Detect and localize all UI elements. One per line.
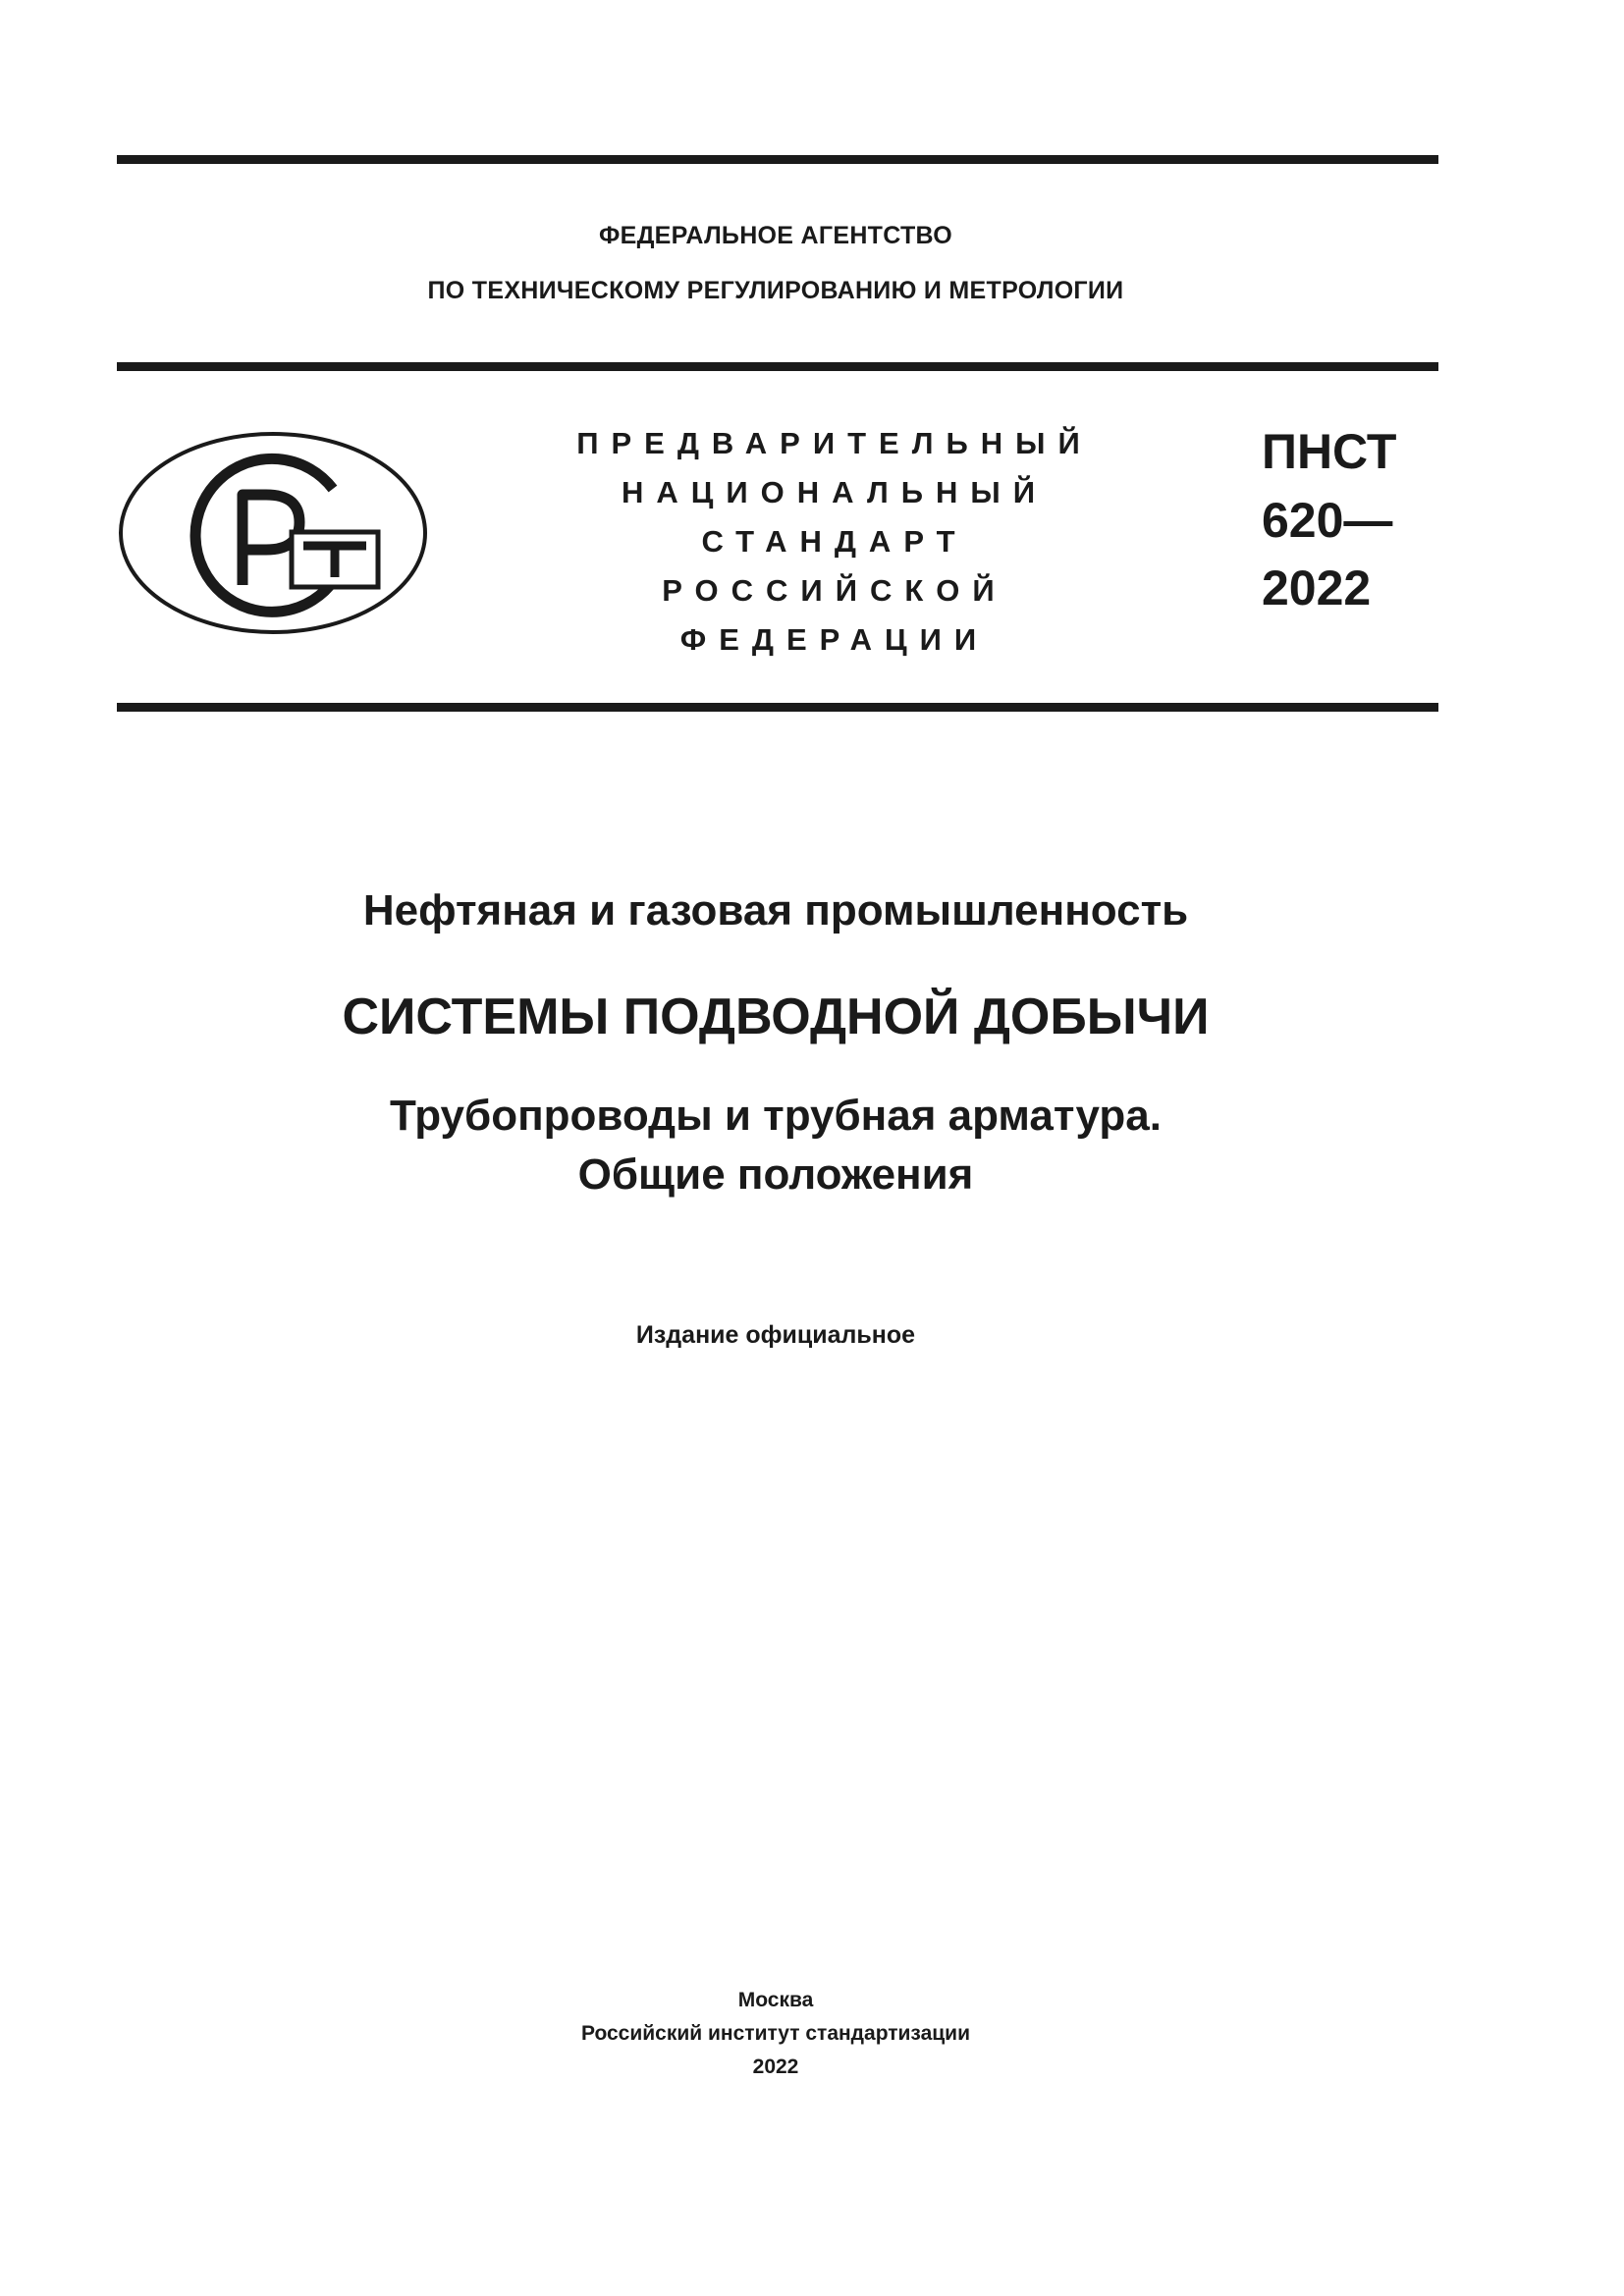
edition-label: Издание официальное (635, 1321, 916, 1349)
gost-r-emblem-icon (117, 430, 429, 636)
industry-title: Нефтяная и газовая промышленность (362, 886, 1189, 934)
header-bottom-rule (117, 703, 1438, 712)
publisher-name: Российский институт стандартизации (580, 2022, 971, 2045)
standard-type-line: НАЦИОНАЛЬНЫЙ (621, 475, 1049, 509)
standard-type-line: РОССИЙСКОЙ (662, 573, 1007, 608)
standard-type-line: ПРЕДВАРИТЕЛЬНЫЙ (576, 426, 1093, 460)
agency-name-line-1: ФЕДЕРАЛЬНОЕ АГЕНТСТВО (598, 222, 953, 249)
document-subtitle-line-2: Общие положения (577, 1150, 974, 1199)
document-subtitle-line-1: Трубопроводы и трубная арматура. (390, 1092, 1162, 1140)
document-main-title: СИСТЕМЫ ПОДВОДНОЙ ДОБЫЧИ (342, 988, 1210, 1045)
standard-year: 2022 (1262, 561, 1372, 615)
standard-type-line: СТАНДАРТ (701, 524, 968, 559)
standard-type-line: ФЕДЕРАЦИИ (679, 622, 990, 657)
header-rule (117, 362, 1438, 371)
top-rule (117, 155, 1438, 164)
publication-city: Москва (737, 1989, 814, 2011)
publication-year: 2022 (752, 2056, 799, 2078)
standard-number: 620— (1262, 493, 1393, 548)
standard-number-prefix: ПНСТ (1262, 424, 1397, 479)
agency-name-line-2: ПО ТЕХНИЧЕСКОМУ РЕГУЛИРОВАНИЮ И МЕТРОЛОГИИ (427, 277, 1124, 304)
